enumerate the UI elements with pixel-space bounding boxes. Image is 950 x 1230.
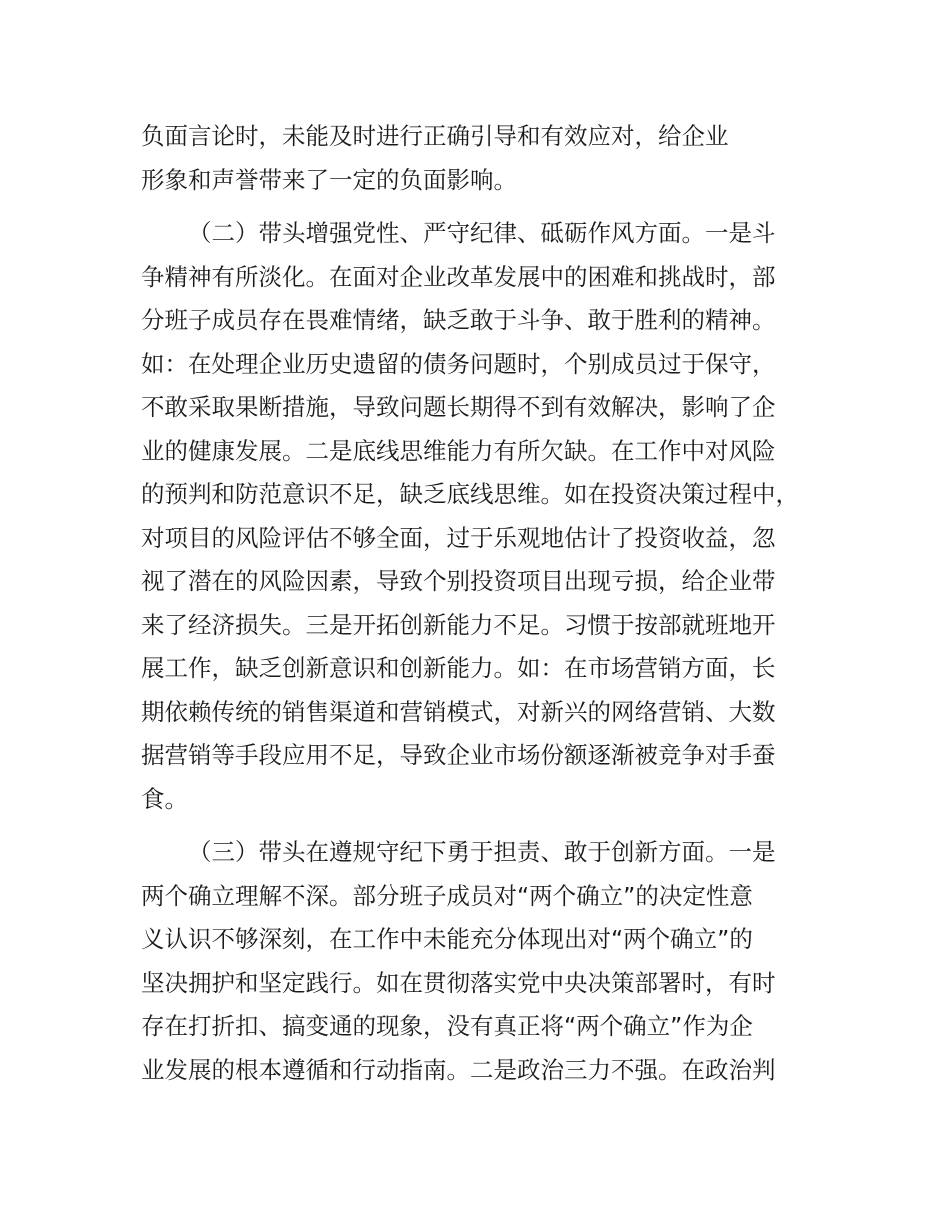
text-line: 对项目的风险评估不够全面，过于乐观地估计了投资收益，忽 xyxy=(141,523,776,552)
text-line: 来了经济损失。三是开拓创新能力不足。习惯于按部就班地开 xyxy=(141,610,776,639)
paragraph-section-two xyxy=(141,212,841,821)
paragraph-section-three xyxy=(141,831,841,1092)
text-line: 食。 xyxy=(141,784,188,813)
text-line: 争精神有所淡化。在面对企业改革发展中的困难和挑战时，部 xyxy=(141,262,776,291)
text-line: （二）带头增强党性、严守纪律、砥砺作风方面。一是斗 xyxy=(188,219,776,247)
text-line: 展工作，缺乏创新意识和创新能力。如：在市场营销方面，长 xyxy=(141,654,776,682)
text-line: 的预判和防范意识不足，缺乏底线思维。如在投资决策过程中， xyxy=(141,480,799,508)
text-line: 业发展的根本遵循和行动指南。二是政治三力不强。在政治判 xyxy=(141,1055,776,1084)
text-line: 期依赖传统的销售渠道和营销模式，对新兴的网络营销、大数 xyxy=(141,697,776,726)
paragraph-continuation xyxy=(141,115,841,202)
text-line: 视了潜在的风险因素，导致个别投资项目出现亏损，给企业带 xyxy=(141,567,776,595)
text-line: 如：在处理企业历史遗留的债务问题时，个别成员过于保守， xyxy=(141,349,776,378)
text-line: 义认识不够深刻，在工作中未能充分体现出对“两个确立”的 xyxy=(141,925,753,953)
text-line: （三）带头在遵规守纪下勇于担责、敢于创新方面。一是 xyxy=(188,838,776,866)
text-line: 分班子成员存在畏难情绪，缺乏敢于斗争、敢于胜利的精神。 xyxy=(141,306,776,334)
text-line: 不敢采取果断措施，导致问题长期得不到有效解决，影响了企 xyxy=(141,393,776,421)
text-line: 两个确立理解不深。部分班子成员对“两个确立”的决定性意 xyxy=(141,881,753,910)
text-line: 业的健康发展。二是底线思维能力有所欠缺。在工作中对风险 xyxy=(141,436,776,465)
text-line: 坚决拥护和坚定践行。如在贯彻落实党中央决策部署时，有时 xyxy=(141,968,776,997)
text-line: 形象和声誉带来了一定的负面影响。 xyxy=(141,165,517,194)
text-line: 据营销等手段应用不足，导致企业市场份额逐渐被竞争对手蚕 xyxy=(141,741,776,769)
text-line: 存在打折扣、搞变通的现象，没有真正将“两个确立”作为企 xyxy=(141,1012,753,1040)
text-line: 负面言论时，未能及时进行正确引导和有效应对，给企业 xyxy=(141,122,729,150)
